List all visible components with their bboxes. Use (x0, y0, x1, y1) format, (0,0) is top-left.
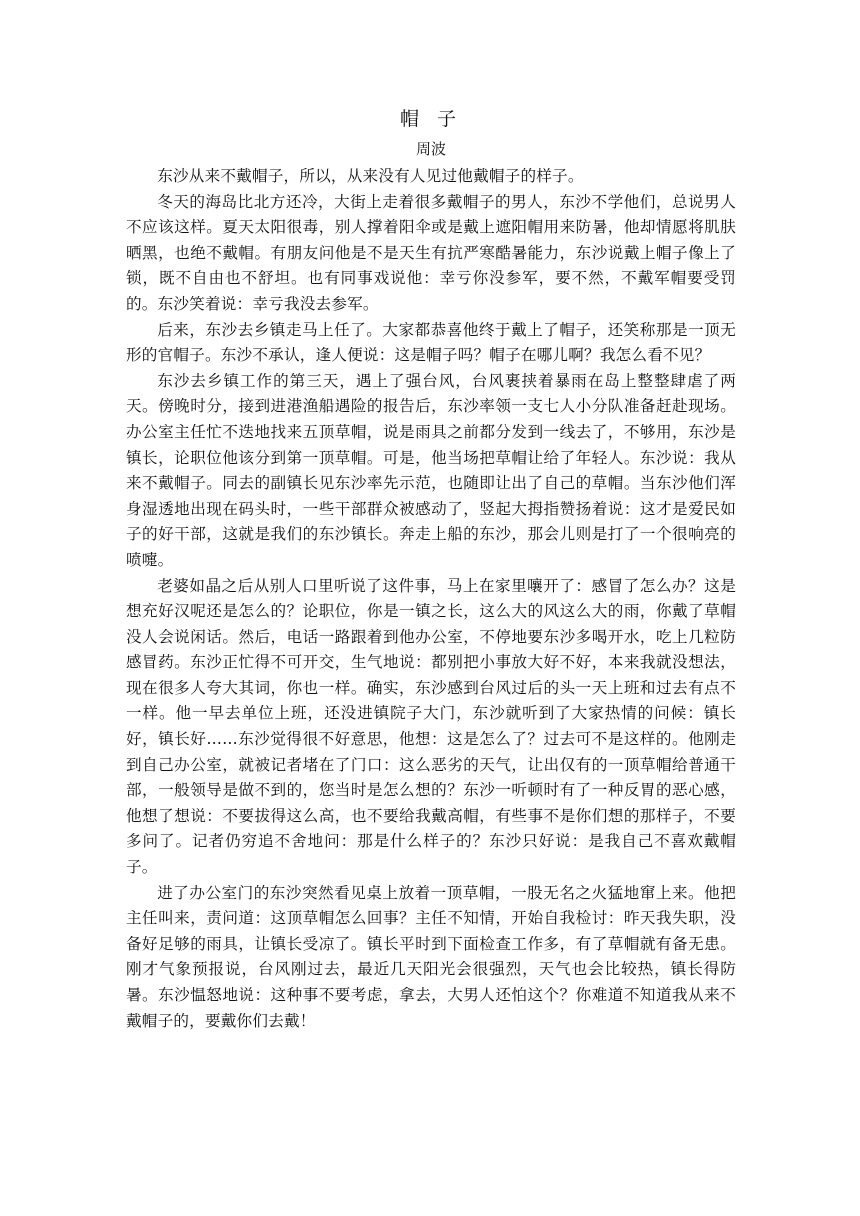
document-body (126, 164, 736, 1034)
paragraph-3: 后来，东沙去乡镇走马上任了。大家都恭喜他终于戴上了帽子，还笑称那是一顶无形的官帽子。东沙不承认，逢人便说：这是帽子吗？帽子在哪儿啊？我怎么看不见？ (126, 320, 736, 365)
paragraph-6: 进了办公室门的东沙突然看见桌上放着一顶草帽，一股无名之火猛地窜上来。他把主任叫来，责问道：这顶草帽怎么回事？主任不知情，开始自我检讨：昨天我失职，没备好足够的雨具，让镇长受凉了。镇长平时到下面检查工作多，有了草帽就有备无患。刚才气象预报说，台风刚过去，最近几天阳光会很强烈，天气也会比较热，镇长得防暑。东沙愠怒地说：这种事不要考虑，拿去，大男人还怕这个？你难道不知道我从来不戴帽子的，要戴你们去戴！ (126, 883, 736, 1030)
paragraph-4: 东沙去乡镇工作的第三天，遇上了强台风，台风裹挟着暴雨在岛上整整肆虐了两天。傍晚时分，接到进港渔船遇险的报告后，东沙率领一支七人小分队准备赶赴现场。办公室主任忙不迭地找来五顶草帽，说是雨具之前都分发到一线去了，不够用，东沙是镇长，论职位他该分到第一顶草帽。可是，他当场把草帽让给了年轻人。东沙说：我从来不戴帽子。同去的副镇长见东沙率先示范，也随即让出了自己的草帽。当东沙他们浑身湿透地出现在码头时，一些干部群众被感动了，竖起大拇指赞扬着说：这才是爱民如子的好干部，这就是我们的东沙镇长。奔走上船的东沙，那会儿则是打了一个很响亮的喷嚏。 (126, 371, 736, 569)
document-title: 帽 子 (399, 108, 463, 130)
paragraph-5: 老婆如晶之后从别人口里听说了这件事，马上在家里嚷开了：感冒了怎么办？这是想充好汉呢还是怎么的？论职位，你是一镇之长，这么大的风这么大的雨，你戴了草帽没人会说闲话。然后，电话一路跟着到他办公室，不停地要东沙多喝开水，吃上几粒防感冒药。东沙正忙得不可开交，生气地说：都别把小事放大好不好，本来我就没想法，现在很多人夸大其词，你也一样。确实，东沙感到台风过后的头一天上班和过去有点不一样。他一早去单位上班，还没进镇院子大门，东沙就听到了大家热情的问候：镇长好，镇长好……东沙觉得很不好意思，他想：这是怎么了？过去可不是这样的。他刚走到自己办公室，就被记者堵在了门口：这么恶劣的天气，让出仅有的一顶草帽给普通干部，一般领导是做不到的，您当时是怎么想的？东沙一听顿时有了一种反胃的恶心感，他想了想说：不要拔得这么高，也不要给我戴高帽，有些事不是你们想的那样子，不要多问了。记者仍穷追不舍地问：那是什么样子的？东沙只好说：是我自己不喜欢戴帽子。 (126, 576, 736, 877)
document-page (126, 104, 736, 1034)
document-author: 周波 (415, 140, 446, 158)
paragraph-1: 东沙从来不戴帽子，所以，从来没有人见过他戴帽子的样子。 (157, 167, 584, 185)
paragraph-2: 冬天的海岛比北方还冷，大街上走着很多戴帽子的男人，东沙不学他们，总说男人不应该这样。夏天太阳很毒，别人撑着阳伞或是戴上遮阳帽用来防暑，他却情愿将肌肤晒黑，也绝不戴帽。有朋友问他是不是天生有抗严寒酷暑能力，东沙说戴上帽子像上了锁，既不自由也不舒坦。也有同事戏说他：幸亏你没参军，要不然，不戴军帽要受罚的。东沙笑着说：幸亏我没去参军。 (126, 192, 736, 313)
